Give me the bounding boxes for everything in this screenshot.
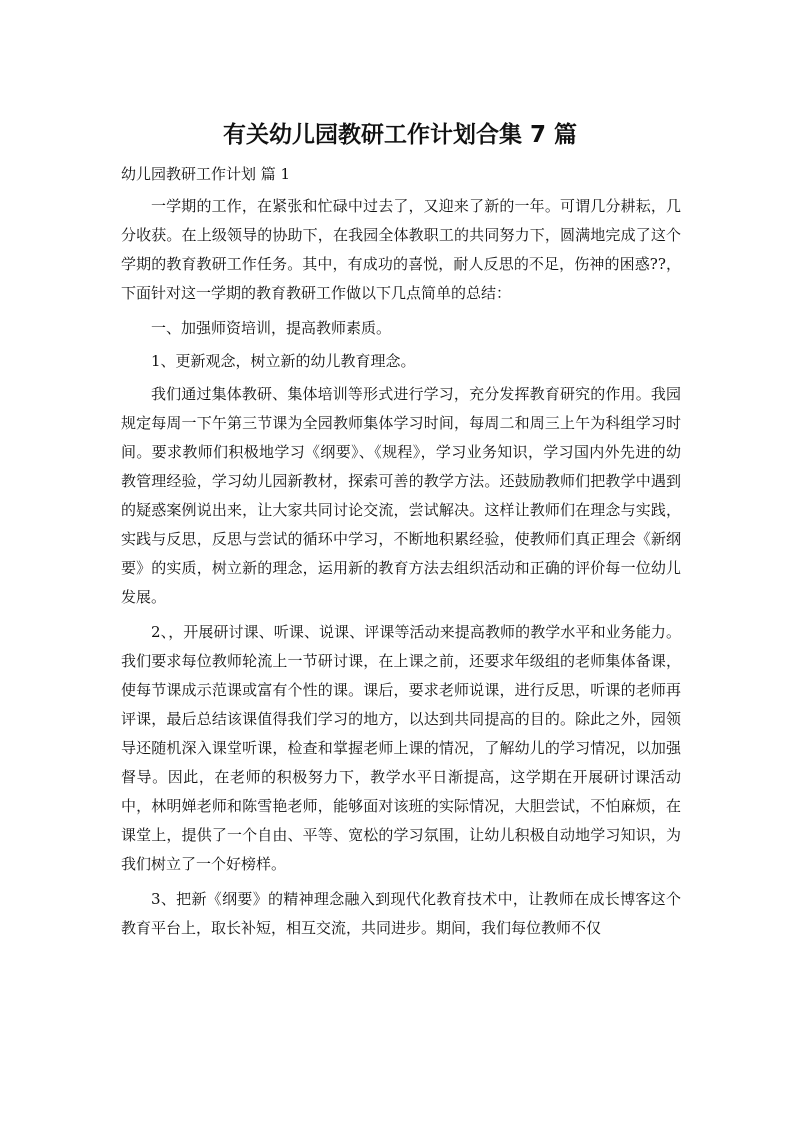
section-heading: 幼儿园教研工作计划 篇 1 [121, 165, 291, 183]
document-title: 有关幼儿园教研工作计划合集 7 篇 [222, 122, 578, 148]
paragraph-item-1-body: 我们通过集体教研、集体培训等形式进行学习，充分发挥教育研究的作用。我园规定每周一下午第三节课为全园教师集体学习时间，每周二和周三上午为科组学习时间。要求教师们积极地学习《纲要》、《规程》，学习业务知识，学习国内外先进的幼教管理经验，学习幼儿园新教材，探索可善的教学方法。还鼓励教师们把教学中遇到的疑惑案例说出来，让大家共同讨论交流，尝试解决。这样让教师们在理念与实践，实践与反思，反思与尝试的循环中学习，不断地积累经验，使教师们真正理会《新纲要》的实质，树立新的理念，运用新的教育方法去组织活动和正确的评价每一位幼儿发展。 [121, 385, 681, 606]
paragraph-section-1: 一、加强师资培训，提高教师素质。 [151, 319, 392, 337]
document-body [121, 192, 681, 949]
paragraph-item-2: 2、，开展研讨课、听课、说课、评课等活动来提高教师的教学水平和业务能力。我们要求每位教师轮流上一节研讨课，在上课之前，还要求年级组的老师集体备课，使每节课成示范课或富有个性的课。课后，要求老师说课，进行反思，听课的老师再评课，最后总结该课值得我们学习的地方，以达到共同提高的目的。除此之外，园领导还随机深入课堂听课，检查和掌握老师上课的情况，了解幼儿的学习情况，以加强督导。因此，在老师的积极努力下，教学水平日渐提高，这学期在开展研讨课活动中，林明婵老师和陈雪艳老师，能够面对该班的实际情况，大胆尝试，不怕麻烦，在课堂上，提供了一个自由、平等、宽松的学习氛围，让幼儿积极自动地学习知识，为我们树立了一个好榜样。 [121, 623, 681, 873]
paragraph-item-3: 3、把新《纲要》的精神理念融入到现代化教育技术中，让教师在成长博客这个教育平台上，取长补短，相互交流，共同进步。期间，我们每位教师不仅 [121, 890, 681, 937]
paragraph-intro: 一学期的工作，在紧张和忙碌中过去了，又迎来了新的一年。可谓几分耕耘，几分收获。在上级领导的协助下，在我园全体教职工的共同努力下，圆满地完成了这个学期的教育教研工作任务。其中，有成功的喜悦，耐人反思的不足，伤神的困惑??，下面针对这一学期的教育教研工作做以下几点简单的总结： [121, 197, 681, 302]
paragraph-item-1: 1、更新观念，树立新的幼儿教育理念。 [151, 352, 416, 370]
